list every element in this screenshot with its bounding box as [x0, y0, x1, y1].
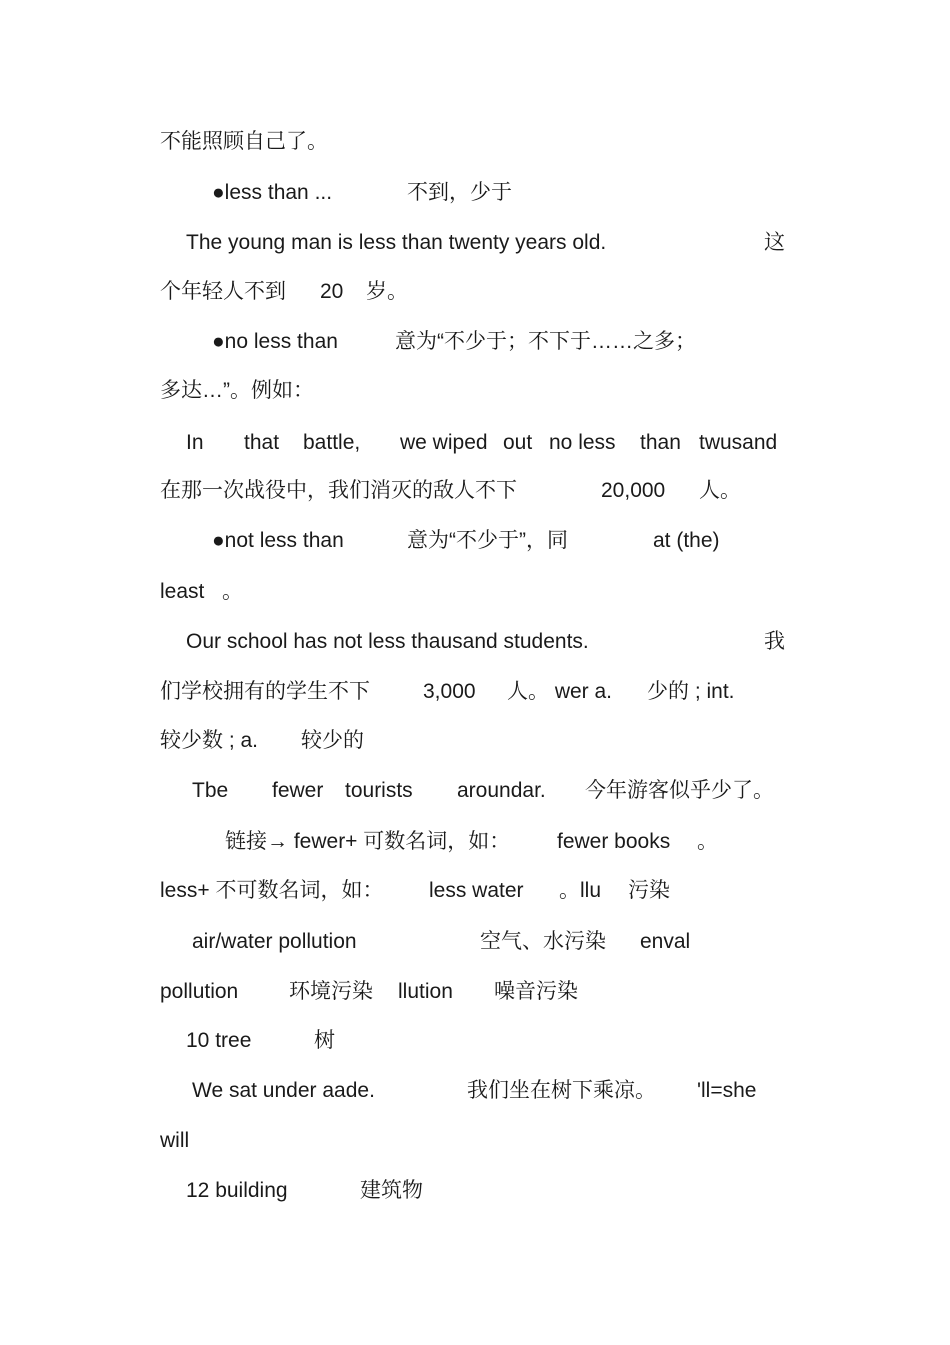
text-segment: twusand	[699, 431, 778, 454]
text-segment: 今年游客似乎少了。	[585, 779, 774, 802]
example-sentence: Our school has not less thausand students.	[186, 630, 589, 653]
example-sentence: We sat under aade.	[192, 1079, 375, 1102]
text-segment: 意为“不少于”，同	[407, 529, 568, 552]
text-segment: 污染	[628, 879, 670, 902]
text-segment: fewer	[272, 779, 324, 802]
text-segment: pollution	[160, 980, 239, 1003]
text-segment: than	[640, 431, 681, 454]
text-segment: tourists	[345, 779, 413, 802]
text-segment: battle,	[303, 431, 361, 454]
text-segment: 少的 ; int.	[647, 680, 735, 703]
text-segment: llution	[398, 980, 453, 1003]
text-segment: at (the)	[653, 529, 720, 552]
text-segment: 20	[320, 280, 344, 303]
text-segment: enval	[640, 930, 691, 953]
bullet-term: ●no less than	[212, 330, 338, 353]
text-segment: will	[160, 1129, 190, 1152]
text-segment: In	[186, 431, 204, 454]
text-segment: 空气、水污染	[480, 930, 606, 953]
text-segment: 我们坐在树下乘凉。	[467, 1079, 656, 1102]
text-segment: we wiped	[400, 431, 488, 454]
text-segment: 意为“不少于；不下于……之多；	[395, 330, 696, 353]
text-segment: 这	[764, 231, 785, 254]
text-segment: aroundar.	[457, 779, 546, 802]
bullet-term: ●less than ...	[212, 181, 333, 204]
text-segment: 较少的	[301, 729, 364, 752]
example-sentence: The young man is less than twenty years old.	[186, 231, 607, 254]
text-segment: air/water pollution	[192, 930, 357, 953]
vocab-entry: 12 building	[186, 1179, 288, 1202]
text-segment: 20,000	[601, 479, 666, 502]
text-segment: that	[244, 431, 280, 454]
vocab-entry: 10 tree	[186, 1029, 252, 1052]
text-segment: 。	[222, 580, 243, 603]
text-segment: 人。	[699, 479, 741, 502]
text-segment: 3,000	[423, 680, 476, 703]
text-segment: 不到，少于	[407, 181, 512, 204]
text-segment: 。	[697, 830, 718, 853]
text-segment: 。llu	[559, 879, 602, 902]
text-segment: 人。 wer a.	[507, 680, 613, 703]
text-segment: 建筑物	[360, 1179, 423, 1202]
text-segment: least	[160, 580, 205, 603]
text-segment: 我	[764, 630, 785, 653]
text-segment: less water	[429, 879, 524, 902]
text-segment: 岁。	[366, 280, 408, 303]
text-segment: 在那一次战役中，我们消灭的敌人不下	[160, 479, 517, 502]
text-segment: 噪音污染	[494, 980, 578, 1003]
text-segment: Tbe	[192, 779, 229, 802]
text-segment: 'll=she	[697, 1079, 757, 1102]
text-segment: fewer books	[557, 830, 671, 853]
text-segment: 们学校拥有的学生不下	[160, 680, 370, 703]
text-segment: out	[503, 431, 533, 454]
text-segment: 不能照顾自己了。	[160, 130, 328, 153]
text-segment: 较少数 ; a.	[160, 729, 259, 752]
bullet-term: ●not less than	[212, 529, 344, 552]
text-segment: no less	[549, 431, 616, 454]
text-segment: less+ 不可数名词，如：	[160, 879, 384, 902]
text-segment: 个年轻人不到	[160, 280, 286, 303]
text-segment: 树	[314, 1029, 335, 1052]
text-segment: 环境污染	[289, 980, 373, 1003]
text-segment: 多达…”。例如：	[160, 379, 314, 402]
text-segment: 链接→ fewer+ 可数名词，如：	[225, 830, 511, 853]
